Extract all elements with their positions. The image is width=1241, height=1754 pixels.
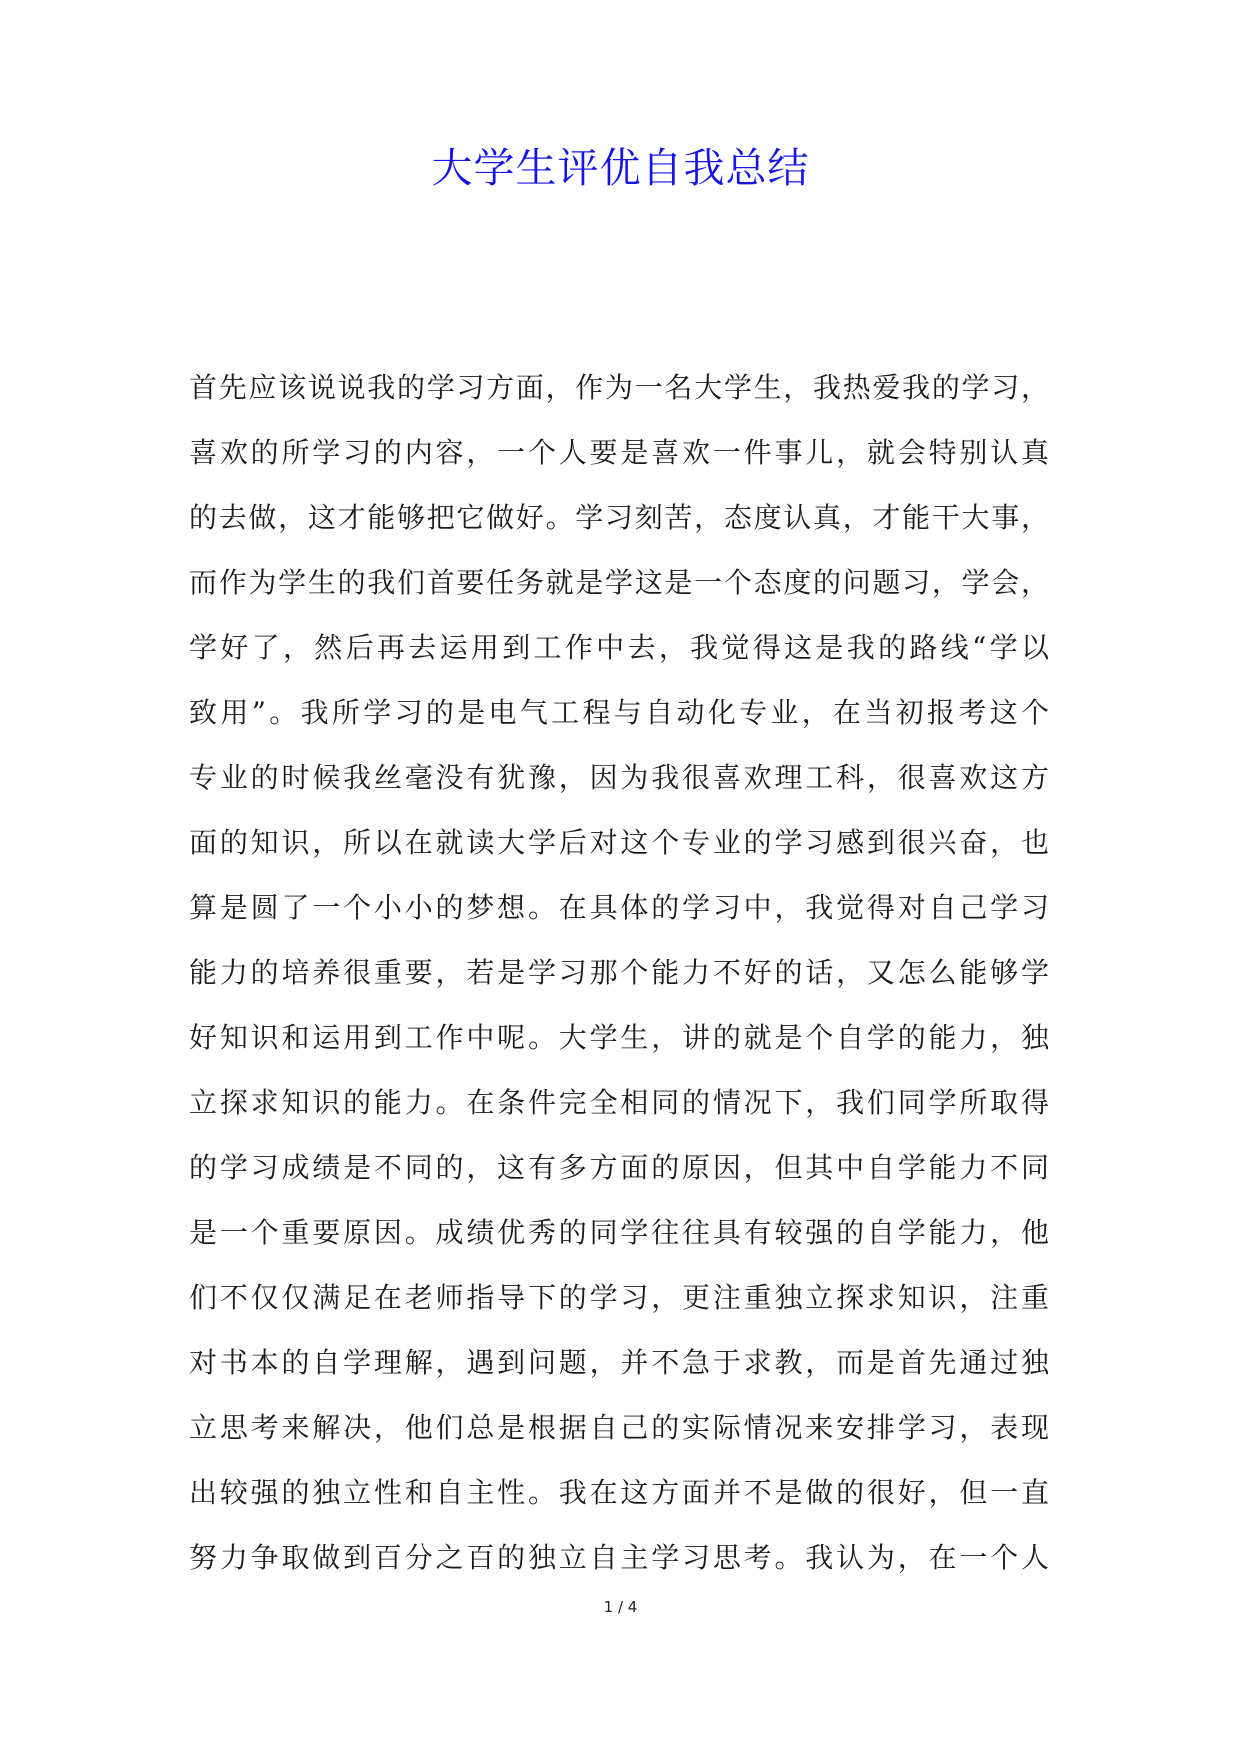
body-line: 面的知识，所以在就读大学后对这个专业的学习感到很兴奋，也 — [189, 826, 1049, 859]
body-line: 立思考来解决，他们总是根据自己的实际情况来安排学习，表现 — [189, 1411, 1049, 1444]
document-title: 大学生评优自我总结 — [431, 144, 810, 192]
body-line: 首先应该说说我的学习方面，作为一名大学生，我热爱我的学习， — [189, 371, 1049, 404]
body-line: 的去做，这才能够把它做好。学习刻苦，态度认真，才能干大事， — [189, 501, 1049, 534]
body-line: 出较强的独立性和自主性。我在这方面并不是做的很好，但一直 — [189, 1476, 1049, 1509]
page-number: 1 / 4 — [603, 1598, 638, 1616]
body-line: 喜欢的所学习的内容，一个人要是喜欢一件事儿，就会特别认真 — [189, 436, 1049, 469]
body-line: 是一个重要原因。成绩优秀的同学往往具有较强的自学能力，他 — [189, 1216, 1049, 1249]
body-line: 致用”。我所学习的是电气工程与自动化专业，在当初报考这个 — [189, 696, 1049, 729]
body-line: 对书本的自学理解，遇到问题，并不急于求教，而是首先通过独 — [189, 1346, 1049, 1379]
body-line: 好知识和运用到工作中呢。大学生，讲的就是个自学的能力，独 — [189, 1021, 1049, 1054]
body-line: 学好了，然后再去运用到工作中去，我觉得这是我的路线“学以 — [189, 631, 1049, 664]
body-line: 能力的培养很重要，若是学习那个能力不好的话，又怎么能够学 — [189, 956, 1049, 989]
body-line: 立探求知识的能力。在条件完全相同的情况下，我们同学所取得 — [189, 1086, 1049, 1119]
body-line: 们不仅仅满足在老师指导下的学习，更注重独立探求知识，注重 — [189, 1281, 1049, 1314]
body-line: 努力争取做到百分之百的独立自主学习思考。我认为，在一个人 — [189, 1541, 1049, 1574]
body-line: 的学习成绩是不同的，这有多方面的原因，但其中自学能力不同 — [189, 1151, 1049, 1184]
body-line: 专业的时候我丝毫没有犹豫，因为我很喜欢理工科，很喜欢这方 — [189, 761, 1049, 794]
body-line: 而作为学生的我们首要任务就是学这是一个态度的问题习，学会， — [189, 566, 1049, 599]
document-body — [189, 355, 1049, 1590]
body-line: 算是圆了一个小小的梦想。在具体的学习中，我觉得对自己学习 — [189, 891, 1049, 924]
